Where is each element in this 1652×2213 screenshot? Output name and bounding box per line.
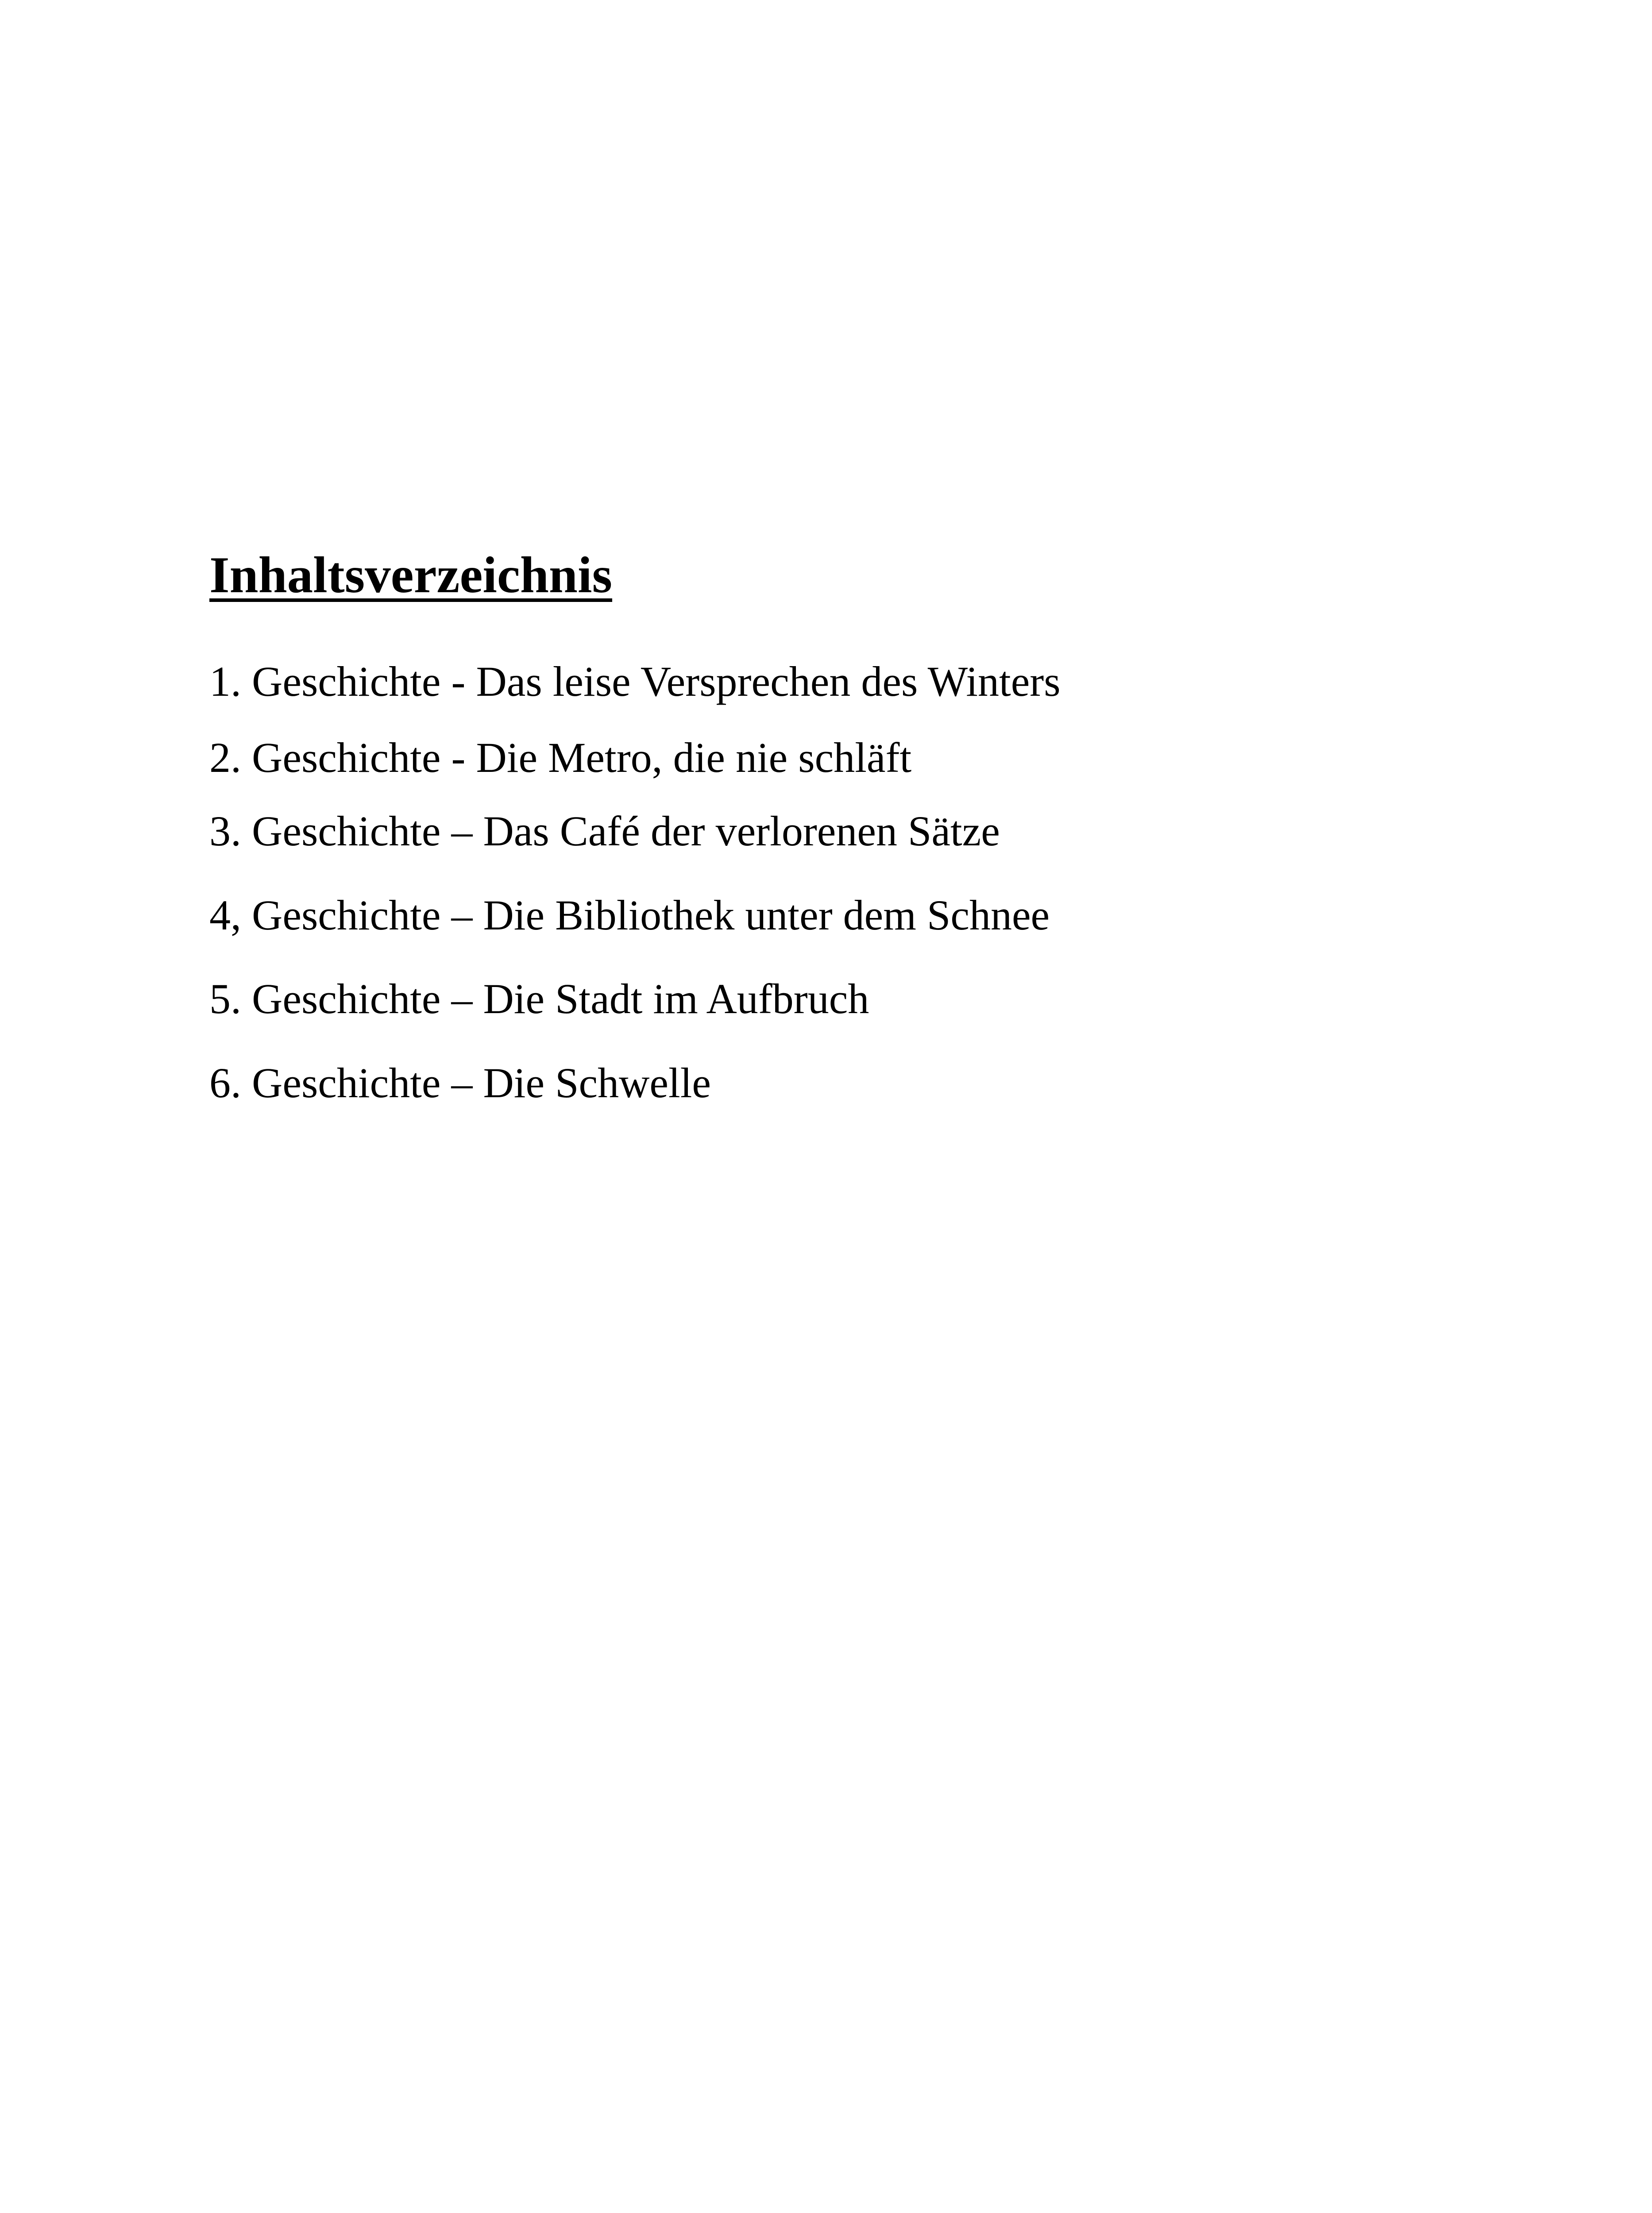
table-of-contents bbox=[209, 544, 1537, 1106]
toc-entry-5: 5. Geschichte – Die Stadt im Aufbruch bbox=[209, 975, 869, 1022]
toc-entry-6: 6. Geschichte – Die Schwelle bbox=[209, 1059, 711, 1106]
toc-entry-3: 3. Geschichte – Das Café der verlorenen Sätze bbox=[209, 807, 1000, 855]
toc-title: Inhaltsverzeichnis bbox=[209, 547, 613, 604]
toc-entry-1: 1. Geschichte - Das leise Versprechen des Winters bbox=[209, 658, 1061, 705]
toc-entry-4: 4, Geschichte – Die Bibliothek unter dem Schnee bbox=[209, 891, 1050, 939]
toc-entry-2: 2. Geschichte - Die Metro, die nie schläft bbox=[209, 734, 912, 781]
